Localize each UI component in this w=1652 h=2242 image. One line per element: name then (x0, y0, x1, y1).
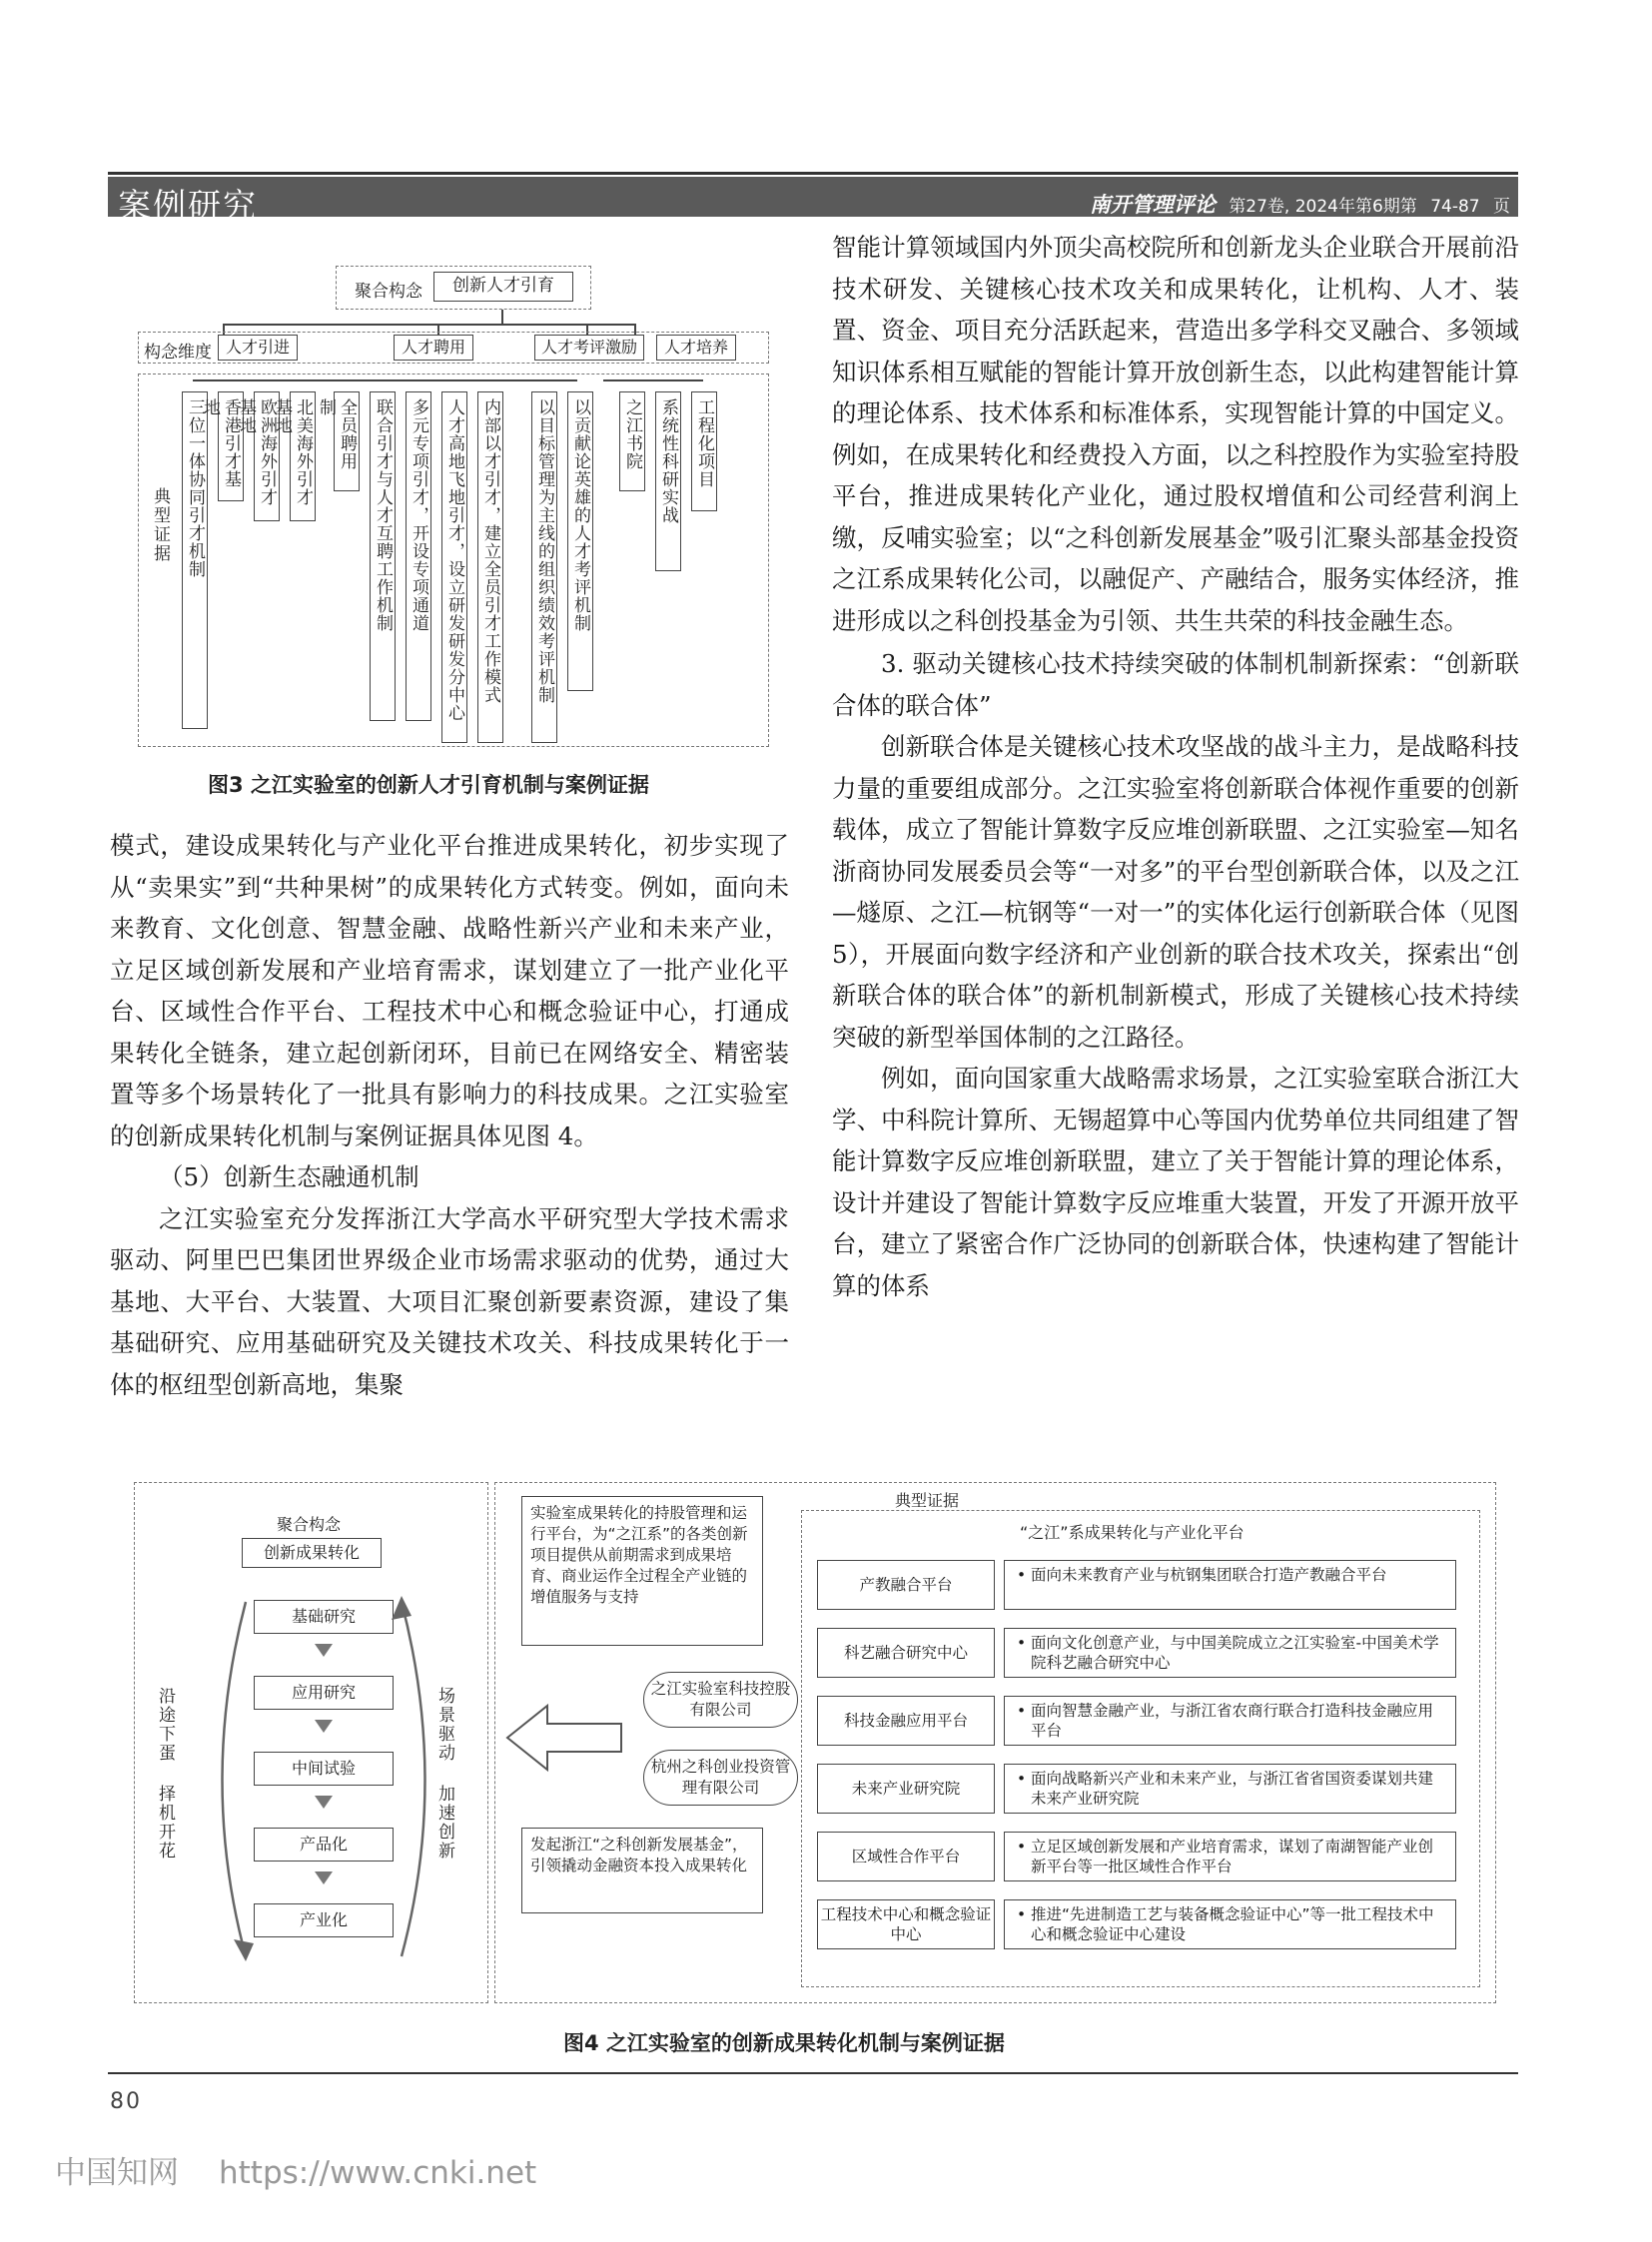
issue-info (1082, 189, 1510, 219)
left-column (110, 825, 789, 1405)
watermark (55, 2147, 536, 2192)
f4-note-top: 实验室成果转化的持股管理和运行平台，为“之江系”的各类创新项目提供从前期需求到成果培育、商业运作全过程全产业链的增值服务与支持 (521, 1496, 763, 1646)
header-rule (108, 172, 1518, 175)
f4-evidence-label: 典型证据 (895, 1491, 960, 1510)
f4-stage: 产业化 (254, 1903, 394, 1937)
f3-dim-2: 人才聘用 (394, 335, 473, 361)
paragraph: 例如，面向国家重大战略需求场景，之江实验室联合浙江大学、中科院计算所、无锡超算中心等国内优势单位共同组建了智能计算数字反应堆创新联盟，建立了关于智能计算的理论体系，设计并建设了智能计算数字反应堆重大装置，开发了开源开放平台，建立了紧密合作广泛协同的创新联合体，快速构建了智能计算的体系 (832, 1064, 1519, 1300)
f3-item: 人才高地飞地引才，设立研发研发分中心 (441, 391, 467, 743)
f3-dim-3: 人才考评激励 (534, 335, 644, 361)
f3-item: 联合引才与人才互聘工作机制 (370, 391, 396, 721)
f3-item: 以贡献论英雄的人才考评机制 (567, 391, 593, 691)
f4-row: 产教融合平台 • 面向未来教育产业与杭钢集团联合打造产教融合平台 (817, 1560, 1456, 1610)
section-title: 案例研究 (118, 186, 258, 225)
f4-left-vertical: 沿途下蛋 择机开花 (155, 1687, 175, 1861)
f4-stage: 应用研究 (254, 1676, 394, 1710)
f3-item: 欧洲海外引才基地 (254, 391, 280, 521)
f4-top-box: 创新成果转化 (242, 1538, 382, 1568)
f3-item: 系统性科研实战 (655, 391, 681, 571)
f4-stage: 基础研究 (254, 1600, 394, 1634)
f3-dim-4: 人才培养 (656, 335, 736, 361)
f3-top-box-text: 创新人才引育 (452, 276, 554, 296)
f3-item: 香港引才基地 (218, 391, 244, 501)
f4-top-label: 聚合构念 (277, 1515, 342, 1534)
f3-top-box (433, 272, 573, 302)
f4-row: 科艺融合研究中心 • 面向文化创意产业，与中国美院成立之江实验室-中国美术学院科艺融合研究中心 (817, 1628, 1456, 1678)
f4-note-bottom: 发起浙江“之科创新发展基金”，引领撬动金融资本投入成果转化 (521, 1828, 763, 1913)
subheading: （5）创新生态融通机制 (159, 1162, 419, 1191)
issue-text: 第27卷, 2024年第6期第 (1229, 197, 1417, 217)
f3-item: 之江书院 (619, 391, 645, 491)
arrow-left-icon (505, 1700, 623, 1776)
paragraph: 创新联合体是关键核心技术攻坚战的战斗主力，是战略科技力量的重要组成部分。之江实验室将创新联合体视作重要的创新载体，成立了智能计算数字反应堆创新联盟、之江实验室—知名浙商协同发展委员会等“一对多”的平台型创新联合体，以及之江—燧原、之江—杭钢等“一对一”的实体化运行创新联合体（见图 5），开展面向数字经济和产业创新的联合技术攻关，探索出“创新联合体的联合体”的新机制新模式，形成了关键核心技术持续突破的新型举国体制的之江路径。 (832, 732, 1519, 1052)
f4-row: 区域性合作平台 • 立足区域创新发展和产业培育需求，谋划了南湖智能产业创新平台等一批区域性合作平台 (817, 1832, 1456, 1881)
f3-item: 全员聘用制 (334, 391, 360, 491)
f3-dim-label: 构念维度 (144, 343, 212, 363)
watermark-url[interactable]: https://www.cnki.net (219, 2155, 537, 2191)
issue-page-unit: 页 (1493, 197, 1510, 217)
f4-stage: 产品化 (254, 1828, 394, 1862)
watermark-name: 中国知网 (55, 2155, 179, 2191)
paragraph: 模式，建设成果转化与产业化平台推进成果转化，初步实现了从“卖果实”到“共种果树”的成果转化方式转变。例如，面向未来教育、文化创意、智慧金融、战略性新兴产业和未来产业，立足区域创新发展和产业培育需求，谋划建立了一批产业化平台、区域性合作平台、工程技术中心和概念验证中心，打通成果转化全链条，建立起创新闭环，目前已在网络安全、精密装置等多个场景转化了一批具有影响力的科技成果。之江实验室的创新成果转化机制与案例证据具体见图 4。 (110, 831, 789, 1150)
page-number: 80 (110, 2089, 142, 2114)
f4-row: 未来产业研究院 • 面向战略新兴产业和未来产业，与浙江省省国资委谋划共建未来产业研究院 (817, 1764, 1456, 1814)
right-column (832, 227, 1519, 1306)
f3-top-label: 聚合构念 (355, 282, 422, 302)
f3-item: 北美海外引才基地 (290, 391, 316, 521)
f3-item: 工程化项目 (691, 391, 717, 511)
f3-item: 三位一体协同引才机制 (182, 391, 208, 729)
figure-3-caption: 图3 之江实验室的创新人才引育机制与案例证据 (208, 773, 649, 797)
f3-evidence-label: 典型证据 (150, 487, 170, 563)
f4-company-2: 杭州之科创业投资管理有限公司 (643, 1750, 798, 1806)
figure-4 (134, 1482, 1496, 2011)
journal-name: 南开管理评论 (1089, 193, 1216, 217)
f4-row: 科技金融应用平台 • 面向智慧金融产业，与浙江省农商行联合打造科技金融应用平台 (817, 1696, 1456, 1746)
f3-dim-1: 人才引进 (218, 335, 298, 361)
footer-rule (108, 2072, 1518, 2074)
paragraph: 之江实验室充分发挥浙江大学高水平研究型大学技术需求驱动、阿里巴巴集团世界级企业市场需求驱动的优势，通过大基地、大平台、大装置、大项目汇聚创新要素资源，建设了集基础研究、应用基础研究及关键技术攻关、科技成果转化于一体的枢纽型创新高地，集聚 (110, 1203, 789, 1399)
f3-item: 以目标管理为主线的组织绩效考评机制 (531, 391, 557, 743)
paragraph: 智能计算领域国内外顶尖高校院所和创新龙头企业联合开展前沿技术研发、关键核心技术攻关和成果转化，让机构、人才、装置、资金、项目充分活跃起来，营造出多学科交叉融合、多领域知识体系相互赋能的智能计算开放创新生态，以此构建智能计算的理论体系、技术体系和标准体系，实现智能计算的中国定义。例如，在成果转化和经费投入方面，以之科控股作为实验室持股平台，推进成果转化产业化，通过股权增值和公司经营利润上缴，反哺实验室；以“之科创新发展基金”吸引汇聚头部基金投资之江系成果转化公司，以融促产、产融结合，服务实体经济，推进形成以之科创投基金为引领、共生共荣的科技金融生态。 (832, 233, 1519, 635)
curved-arrows-icon (204, 1582, 443, 1981)
f4-row: 工程技术中心和概念验证中心 • 推进“先进制造工艺与装备概念验证中心”等一批工程技术中心和概念验证中心建设 (817, 1899, 1456, 1949)
figure-3 (138, 262, 769, 749)
f3-item: 多元专项引才，开设专项通道 (406, 391, 431, 721)
f3-item: 内部以才引才，建立全员引才工作模式 (477, 391, 503, 743)
f4-right-vertical: 场景驱动 加速创新 (434, 1687, 454, 1861)
f4-stage: 中间试验 (254, 1752, 394, 1786)
f4-company-1: 之江实验室科技控股有限公司 (643, 1672, 798, 1728)
f4-platform-title: “之江”系成果转化与产业化平台 (1020, 1523, 1244, 1542)
f4-rows (817, 1560, 1456, 1979)
section-heading: 3. 驱动关键核心技术持续突破的体制机制新探索：“创新联合体的联合体” (832, 649, 1519, 720)
issue-pages: 74-87 (1430, 197, 1480, 217)
figure-4-caption: 图4 之江实验室的创新成果转化机制与案例证据 (563, 2031, 1005, 2055)
